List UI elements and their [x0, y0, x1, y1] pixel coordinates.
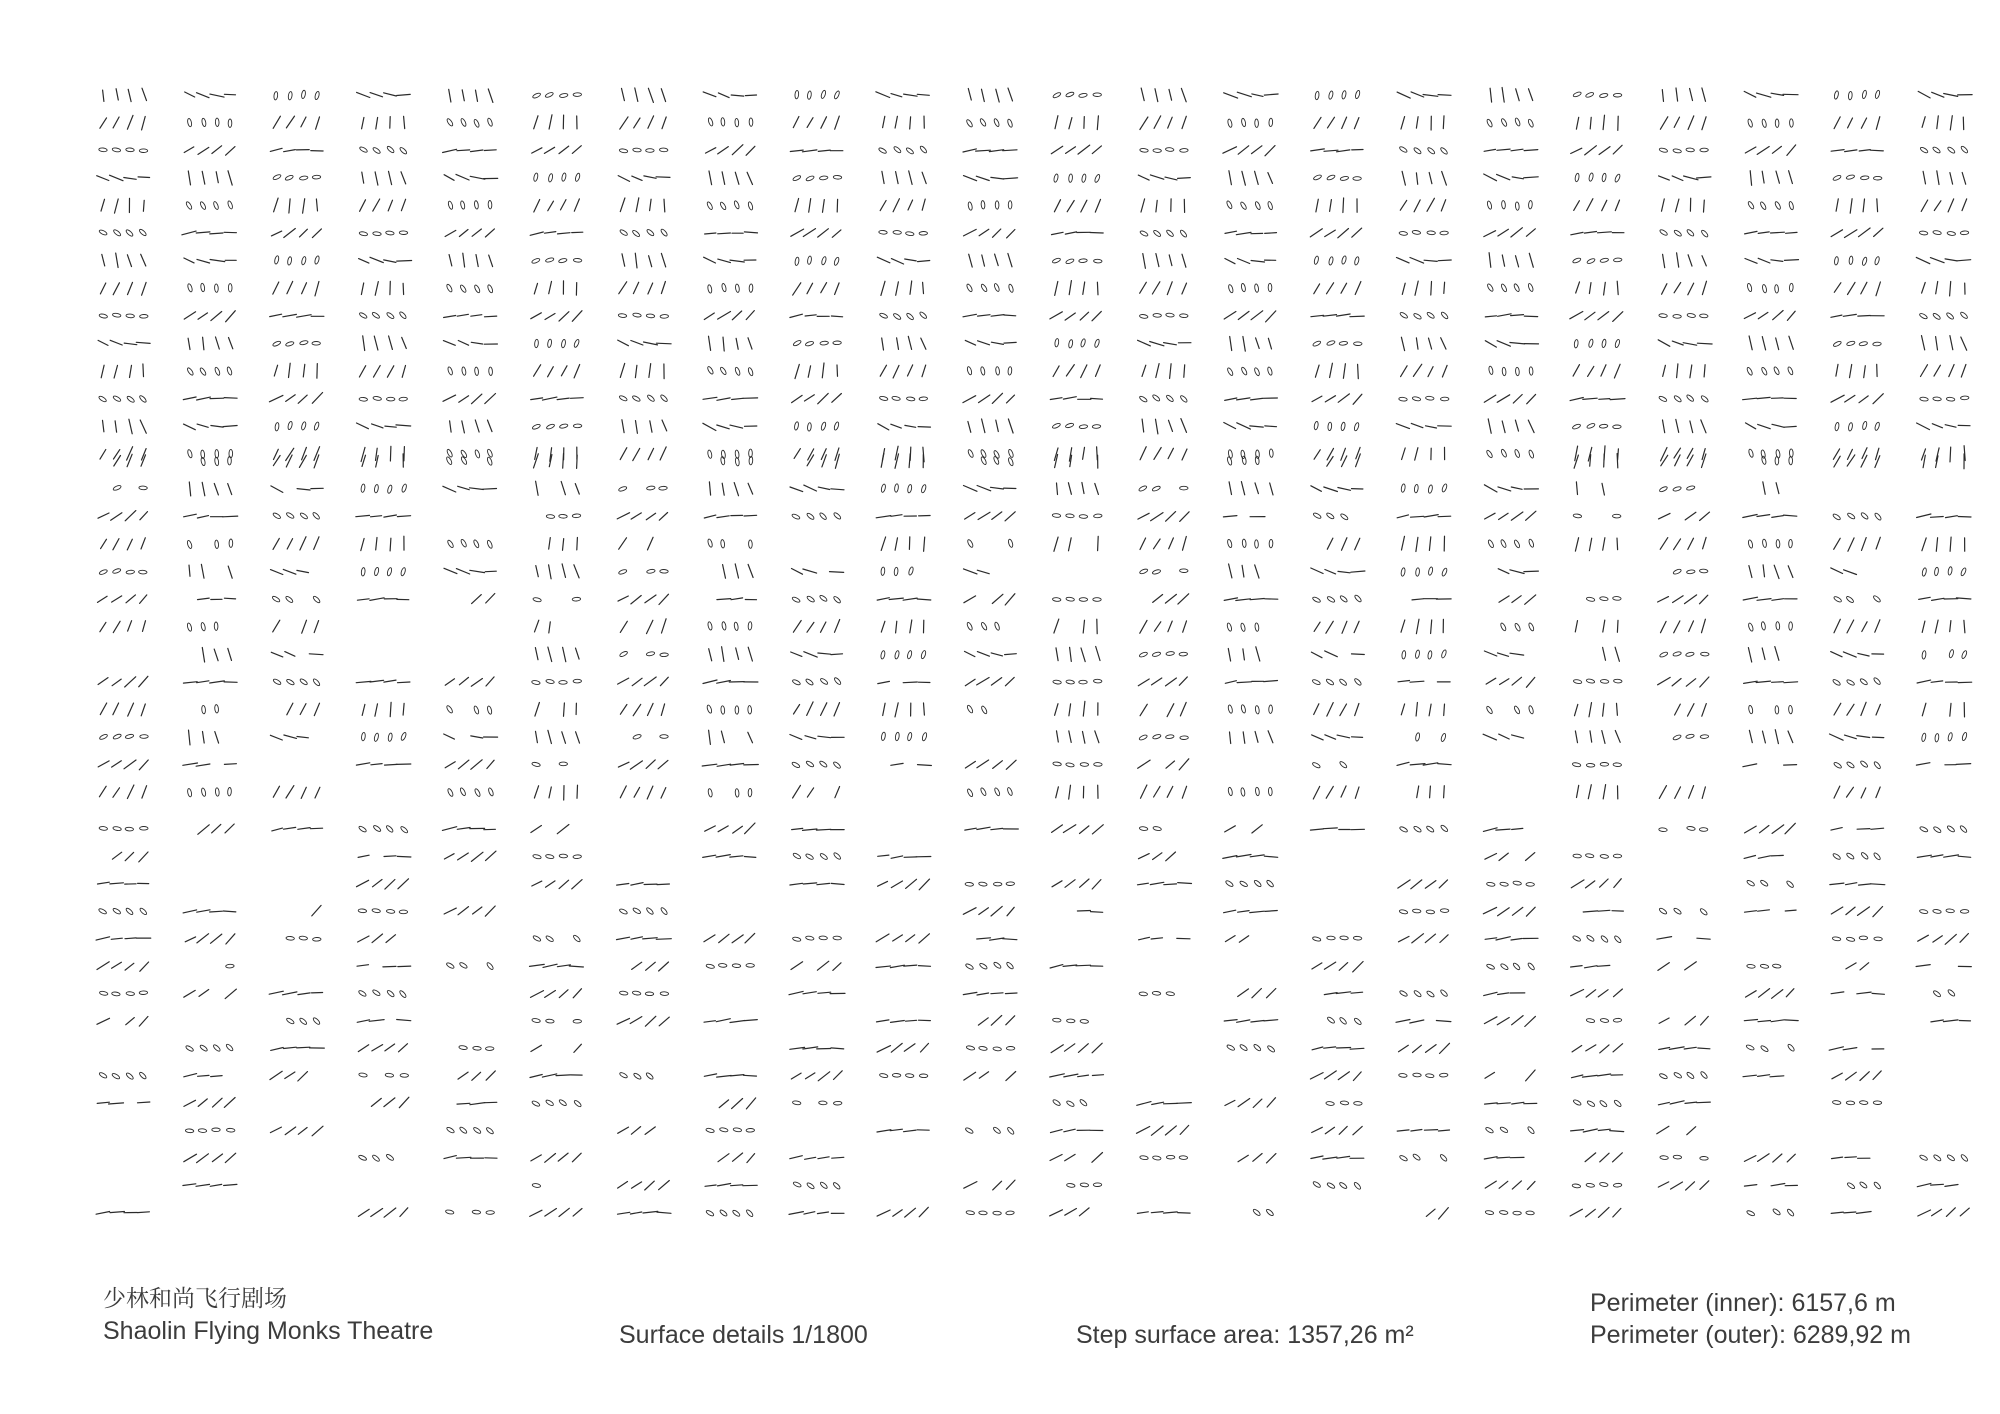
perimeter-block — [1590, 1287, 1911, 1351]
perimeter-inner: Perimeter (inner): 6157,6 m — [1590, 1289, 1896, 1317]
title-chinese: 少林和尚飞行剧场 — [103, 1286, 287, 1312]
title-block — [103, 1283, 433, 1347]
perimeter-outer: Perimeter (outer): 6289,92 m — [1590, 1321, 1911, 1349]
title-english: Shaolin Flying Monks Theatre — [103, 1317, 434, 1345]
scale-caption: Surface details 1/1800 — [619, 1321, 868, 1349]
area-caption: Step surface area: 1357,26 m² — [1076, 1321, 1414, 1349]
tick-mark-layer — [96, 88, 1972, 1220]
